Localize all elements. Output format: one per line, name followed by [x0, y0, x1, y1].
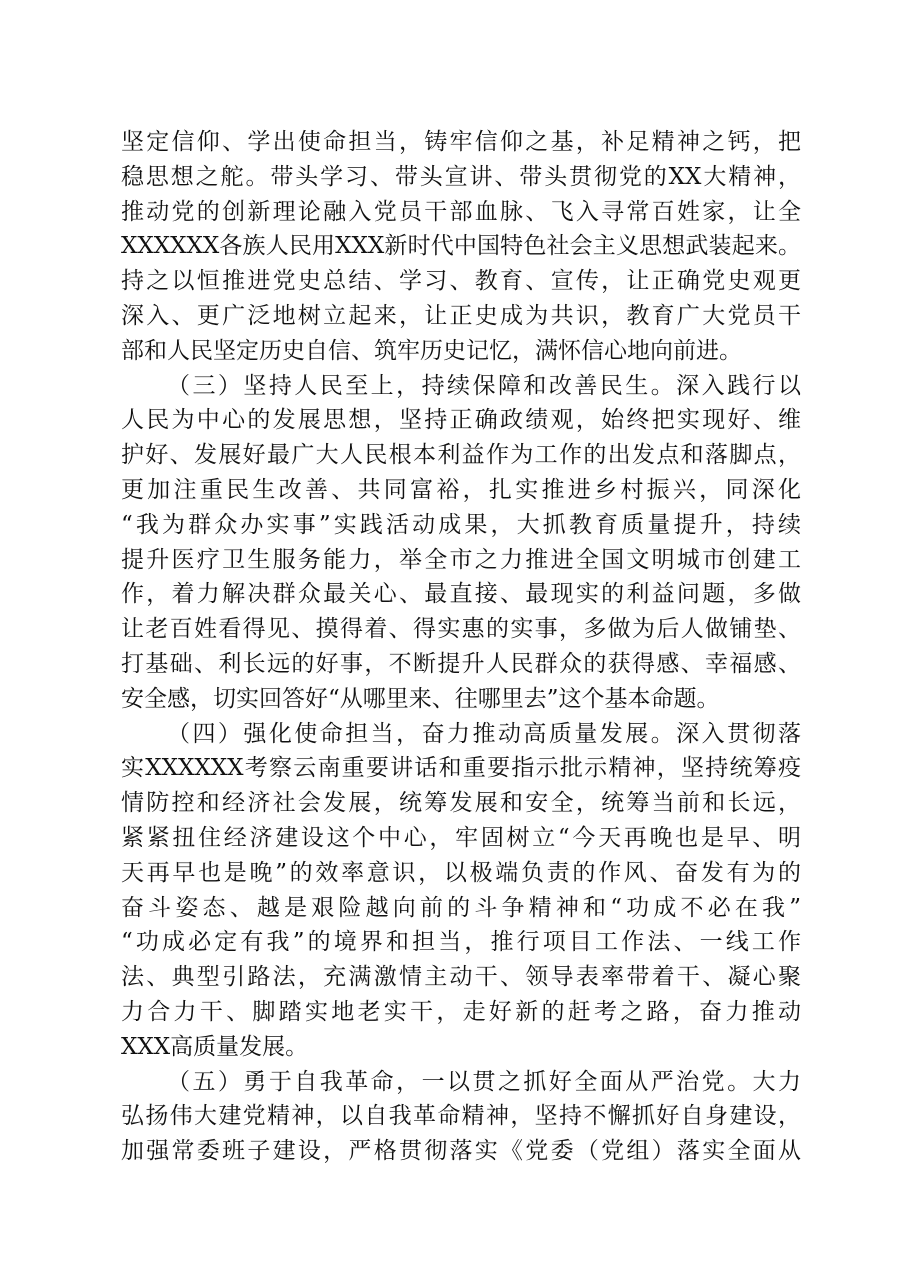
text-line: 紧紧扭住经济建设这个中心，牢固树立“今天再晚也是早、明: [121, 824, 801, 851]
paragraph-first-line: （四）强化使命担当，奋力推动高质量发展。深入贯彻落: [167, 720, 801, 747]
text-line: 持之以恒推进党史总结、学习、教育、宣传，让正确党史观更: [121, 268, 801, 295]
text-line: 让老百姓看得见、摸得着、得实惠的实事，多做为后人做铺垫、: [121, 616, 801, 643]
text-line: 实XXXXXX考察云南重要讲话和重要指示批示精神，坚持统筹疫: [121, 755, 801, 782]
text-line: 坚定信仰、学出使命担当，铸牢信仰之基，补足精神之钙，把: [121, 129, 801, 155]
text-line: 护好、发展好最广大人民根本利益作为工作的出发点和落脚点，: [121, 442, 801, 469]
text-line: 深入、更广泛地树立起来，让正史成为共识，教育广大党员干: [121, 302, 801, 329]
text-line: 更加注重民生改善、共同富裕，扎实推进乡村振兴，同深化: [121, 476, 801, 503]
text-line: 部和人民坚定历史自信、筑牢历史记忆，满怀信心地向前进。: [121, 337, 742, 364]
text-line: 力合力干、脚踏实地老实干，走好新的赶考之路，奋力推动: [121, 998, 801, 1025]
text-line: 情防控和经济社会发展，统筹发展和安全，统筹当前和长远，: [121, 790, 801, 817]
paragraph-first-line: （五）勇于自我革命，一以贯之抓好全面从严治党。大力: [167, 1068, 801, 1095]
text-line: XXXXXX各族人民用XXX新时代中国特色社会主义思想武装起来。: [121, 233, 801, 260]
text-line: 弘扬伟大建党精神，以自我革命精神，坚持不懈抓好自身建设，: [121, 1103, 801, 1130]
text-line: 打基础、利长远的好事，不断提升人民群众的获得感、幸福感、: [121, 650, 801, 677]
text-line: 稳思想之舵。带头学习、带头宣讲、带头贯彻党的XX大精神，: [121, 163, 801, 190]
text-line: 作，着力解决群众最关心、最直接、最现实的利益问题，多做: [121, 581, 801, 608]
text-line: 安全感，切实回答好“从哪里来、往哪里去”这个基本命题。: [121, 685, 720, 712]
text-line: 法、典型引路法，充满激情主动干、领导表率带着干、凝心聚: [121, 964, 801, 991]
document-body: [121, 125, 801, 1169]
text-line: “我为群众办实事”实践活动成果，大抓教育质量提升，持续: [121, 511, 801, 538]
text-line: 人民为中心的发展思想，坚持正确政绩观，始终把实现好、维: [121, 407, 801, 434]
text-line: XXX高质量发展。: [121, 1033, 309, 1060]
text-line: 提升医疗卫生服务能力，举全市之力推进全国文明城市创建工: [121, 546, 801, 573]
text-line: 奋斗姿态、越是艰险越向前的斗争精神和“功成不必在我”: [121, 894, 801, 921]
text-line: 推动党的创新理论融入党员干部血脉、飞入寻常百姓家，让全: [121, 198, 801, 225]
paragraph-first-line: （三）坚持人民至上，持续保障和改善民生。深入践行以: [167, 372, 801, 399]
text-line: 加强常委班子建设，严格贯彻落实《党委（党组）落实全面从: [121, 1138, 801, 1165]
text-line: 天再早也是晚”的效率意识，以极端负责的作风、奋发有为的: [121, 859, 801, 886]
text-line: “功成必定有我”的境界和担当，推行项目工作法、一线工作: [121, 929, 801, 956]
